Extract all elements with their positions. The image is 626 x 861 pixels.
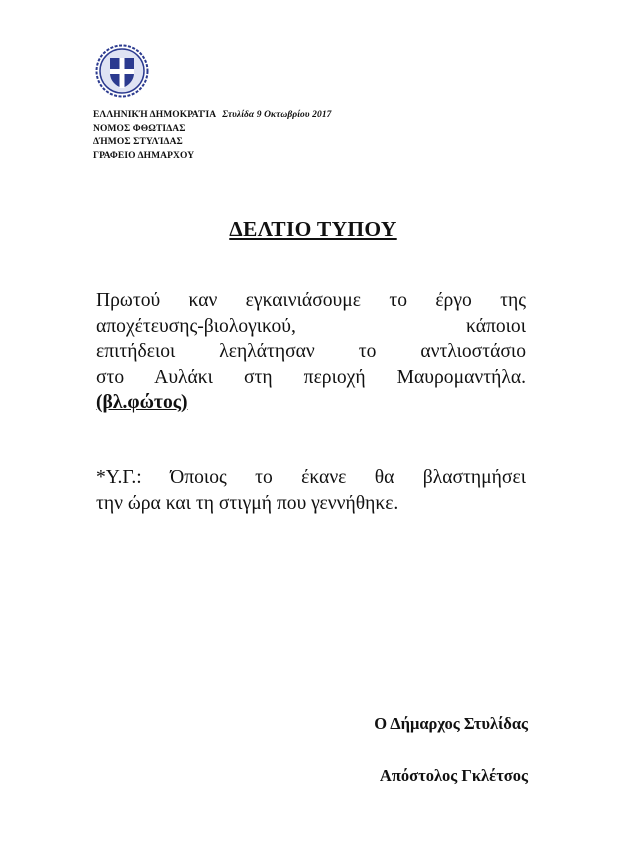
header-municipality: ΔΉΜΟΣ ΣΤΥΛΊΔΑΣ [93, 137, 183, 148]
header-prefecture: ΝΟΜΟΣ ΦΘΩΤΙΔΑΣ [93, 123, 186, 134]
signature-name: Απόστολος Γκλέτσος [379, 766, 528, 785]
signature-role: Ο Δήμαρχος Στυλίδας [374, 714, 528, 733]
photo-reference: (βλ.φώτος) [96, 392, 188, 413]
paragraph-main [96, 288, 526, 416]
paragraph-line: *Υ.Γ.: Όποιος το έκανε θα βλαστημήσει [96, 467, 526, 488]
paragraph-line: αποχέτευσης-βιολογικού, κάποιοι [96, 315, 526, 337]
paragraph-line: επιτήδειοι λεηλάτησαν το αντλιοστάσιο [96, 341, 526, 362]
paragraph-line: την ώρα και τη στιγμή που γεννήθηκε. [96, 492, 399, 514]
issuer-header [93, 109, 332, 163]
release-date: Στυλίδα 9 Οκτωβρίου 2017 [222, 110, 332, 120]
header-country: ΕΛΛΗΝΙΚΉ ΔΗΜΟΚΡΑΤΊΑ [93, 110, 217, 120]
paragraph-line: στο Αυλάκι στη περιοχή Μαυρομαντήλα. [96, 366, 526, 388]
header-office: ΓΡΑΦΕΙΟ ΔΗΜΑΡΧΟΥ [93, 150, 195, 161]
document-title: ΔΕΛΤΙΟ ΤΥΠΟΥ [229, 217, 397, 241]
greek-coat-of-arms-icon [95, 44, 149, 98]
header-line-country [93, 109, 332, 123]
paragraph-line: Πρωτού καν εγκαινιάσουμε το έργο της [96, 290, 526, 311]
paragraph-postscript [96, 465, 526, 516]
